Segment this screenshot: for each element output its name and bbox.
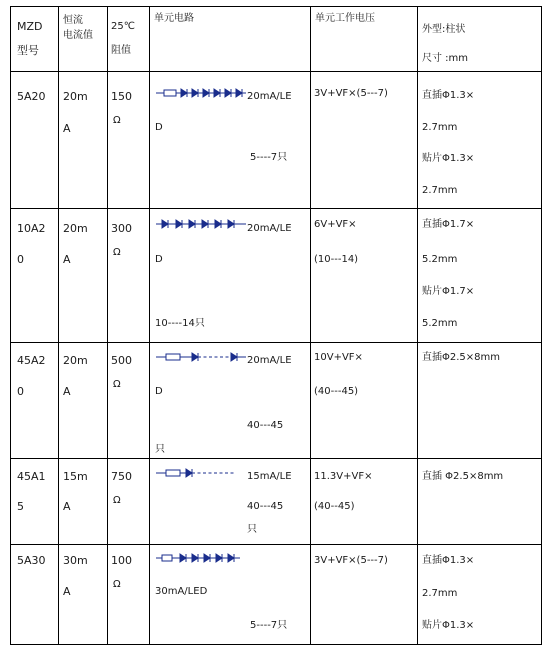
- header-current: 恒流 电流值: [59, 7, 108, 72]
- circuit-cell: 30mA/LED 5----7只: [150, 545, 311, 645]
- circuit-diagram: [156, 466, 248, 480]
- table-row: 5A20 20m A 150 Ω 20mA/LE D 5----7只 3V+VF×(5---7) 直插Φ1.3× 2.7mm 贴片Φ1.3× 2.7mm: [11, 72, 542, 209]
- circuit-diagram: [156, 217, 248, 231]
- header-row: [11, 7, 542, 72]
- spec-table: [10, 6, 542, 645]
- circuit-cell: 15mA/LE 40---45 只: [150, 459, 311, 545]
- circuit-cell: 20mA/LE D 10----14只: [150, 209, 311, 343]
- circuit-diagram: [156, 350, 248, 364]
- header-resistance: 25℃ 阻值: [108, 7, 150, 72]
- header-circuit: 单元电路: [150, 7, 311, 72]
- header-voltage: 单元工作电压: [311, 7, 418, 72]
- table-row: 5A30 30m A 100 Ω 30mA/LED 5----7只 3V+VF×(5---7) 直插Φ1.3× 2.7mm 贴片Φ1.3×: [11, 545, 542, 645]
- circuit-cell: 20mA/LE D 5----7只: [150, 72, 311, 209]
- header-shape: 外型:柱状 尺寸 :mm: [418, 7, 542, 72]
- circuit-cell: 20mA/LE D 40---45 只: [150, 343, 311, 459]
- table-row: 45A2 0 20m A 500 Ω 20mA/LE D 40---45 只 10V+VF× (40---45) 直插Φ2.5×8mm: [11, 343, 542, 459]
- circuit-diagram: [156, 551, 248, 565]
- header-model: MZD 型号: [11, 7, 59, 72]
- table-row: 45A1 5 15m A 750 Ω 15mA/LE 40---45 只 11.3V+VF× (40--45) 直插 Φ2.5×8mm: [11, 459, 542, 545]
- circuit-diagram: [156, 86, 248, 100]
- table-row: 10A2 0 20m A 300 Ω 20mA/LE D 10----14只 6V+VF× (10---14) 直插Φ1.7× 5.2mm 贴片Φ1.7× 5.2mm: [11, 209, 542, 343]
